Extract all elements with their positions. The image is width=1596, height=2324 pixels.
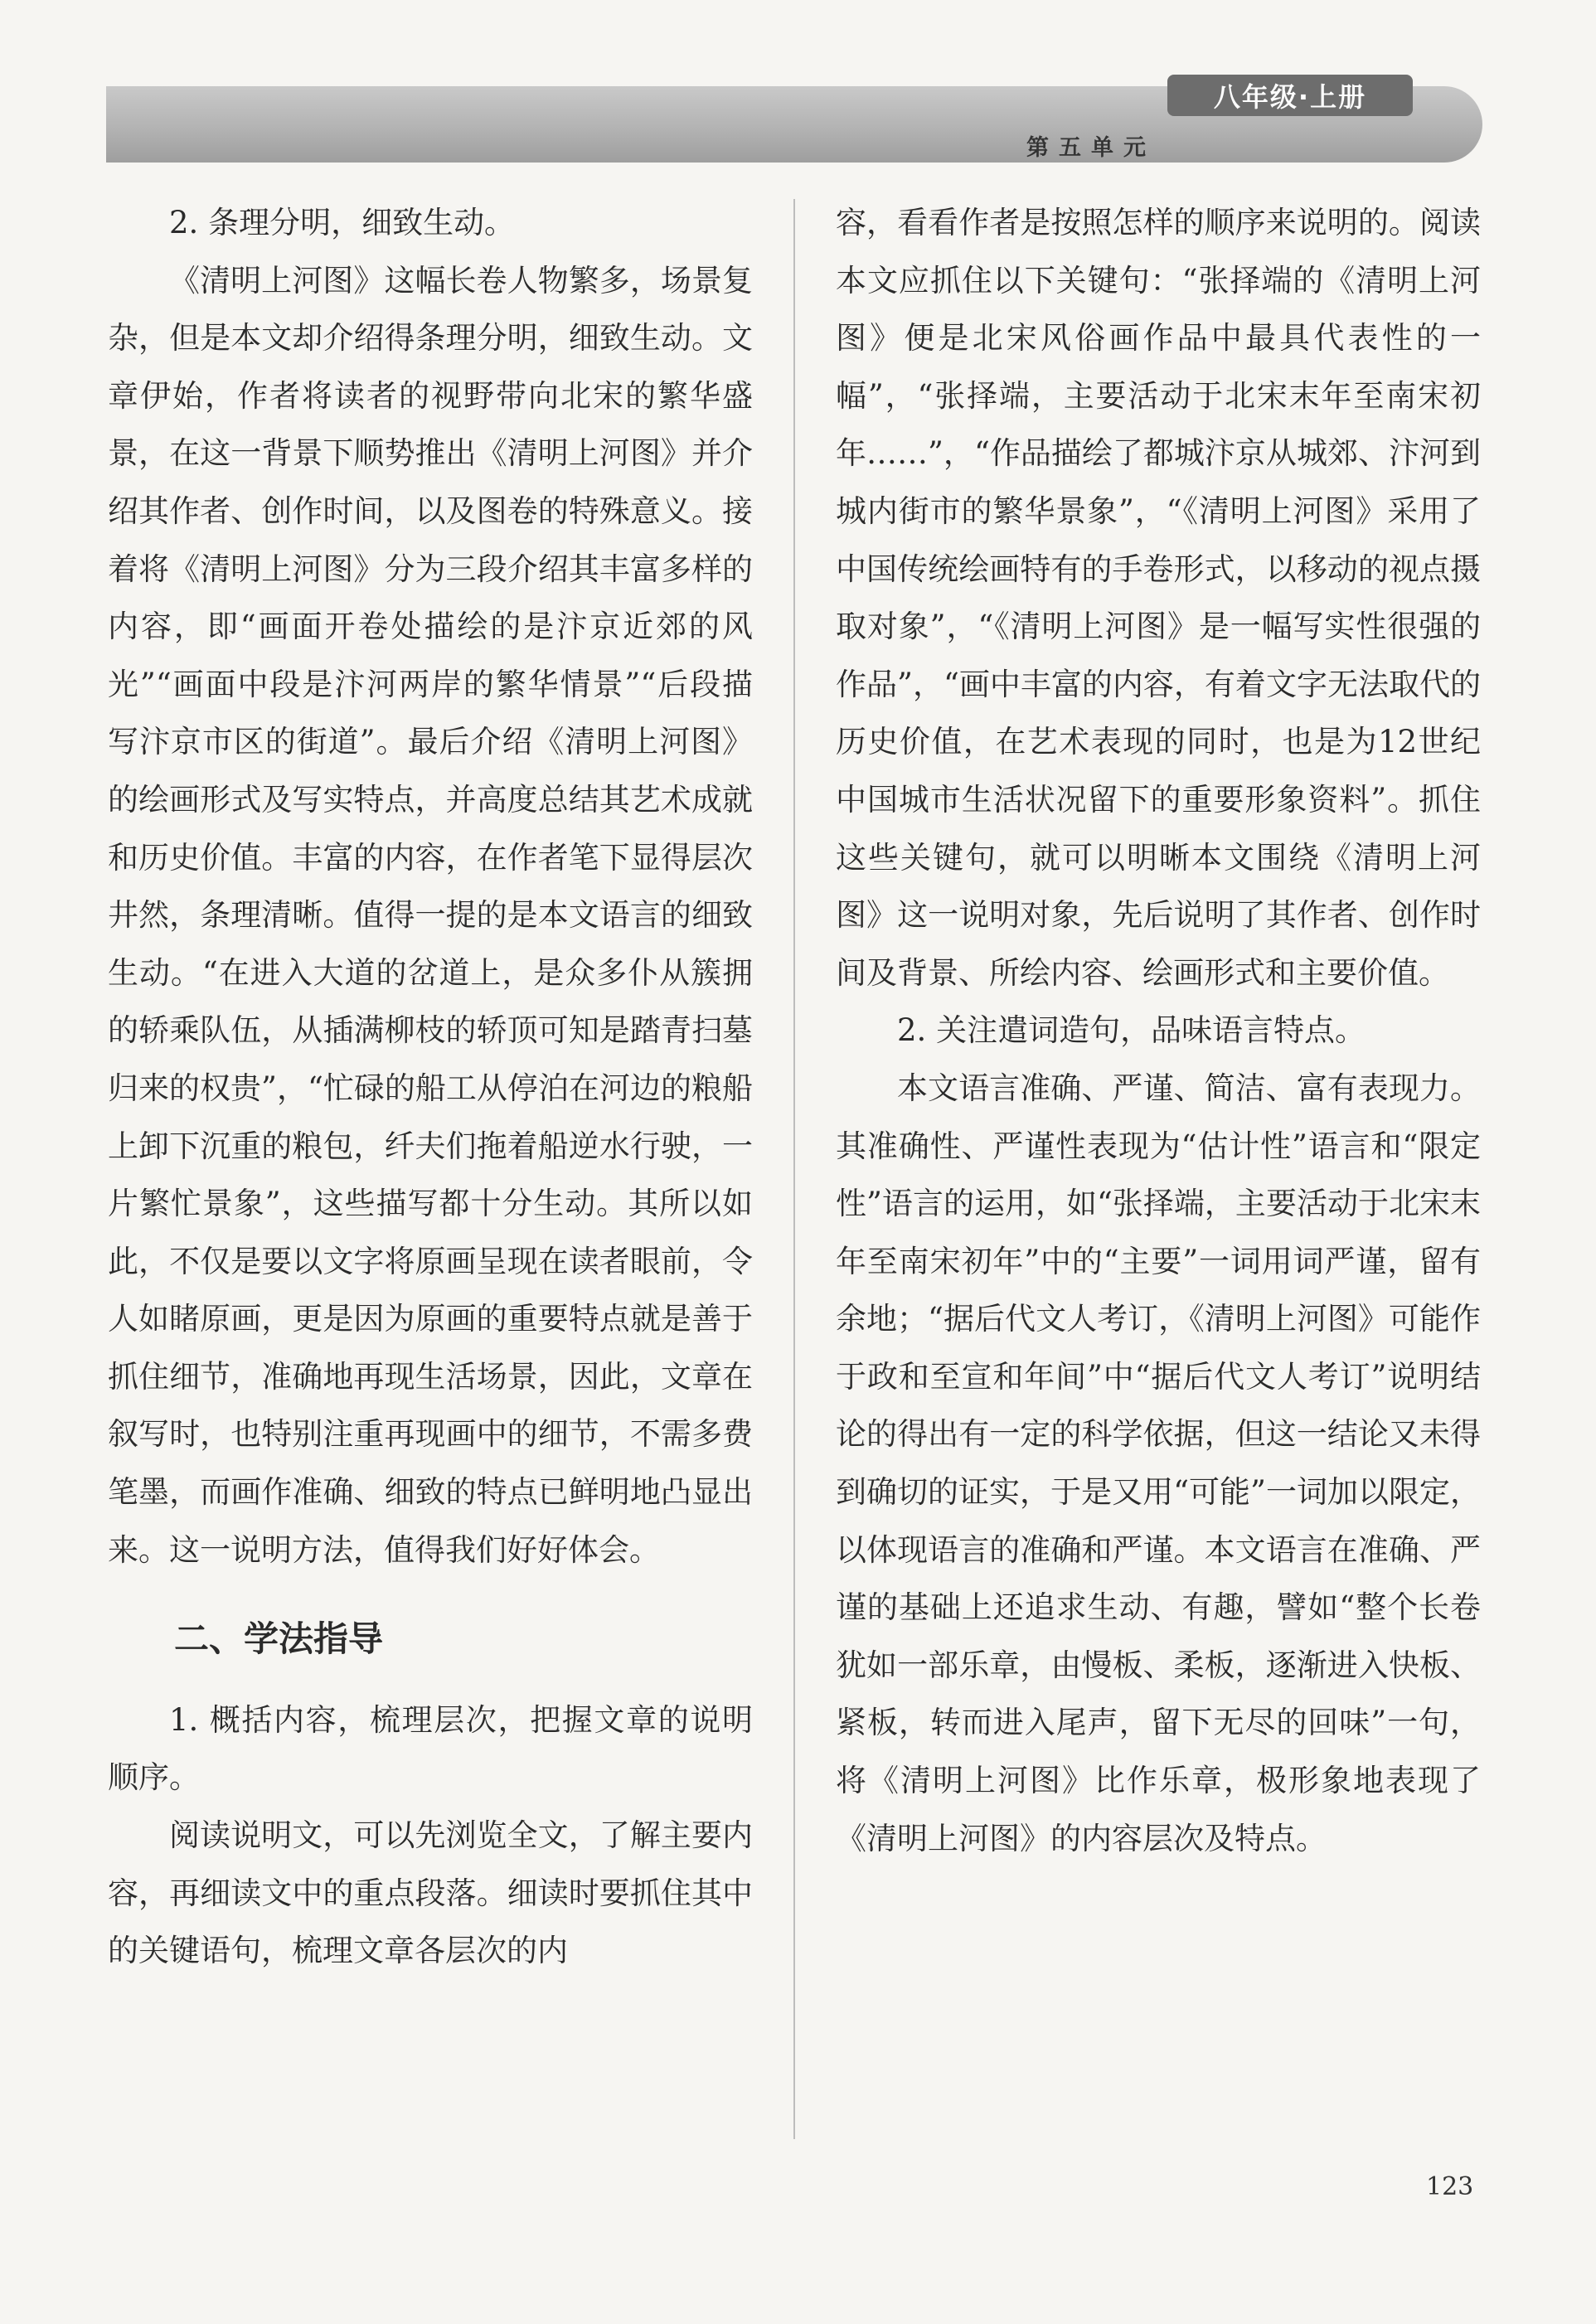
- paragraph-organized-body: 《清明上河图》这幅长卷人物繁多，场景复杂，但是本文却介绍得条理分明，细致生动。文章伊始，作者将读者的视野带向北宋的繁华盛景，在这一背景下顺势推出《清明上河图》并介绍其作者、创作时间，以及图卷的特殊意义。接着将《清明上河图》分为三段介绍其丰富多样的内容，即“画面开卷处描绘的是汴京近郊的风光”“画面中段是汴河两岸的繁华情景”“后段描写汴京市区的街道”。最后介绍《清明上河图》的绘画形式及写实特点，并高度总结其艺术成就和历史价值。丰富的内容，在作者笔下显得层次井然，条理清晰。值得一提的是本文语言的细致生动。“在进入大道的岔道上，是众多仆从簇拥的轿乘队伍，从插满柳枝的轿顶可知是踏青扫墓归来的权贵”，“忙碌的船工从停泊在河边的粮船上卸下沉重的粮包，纤夫们拖着船逆水行驶，一片繁忙景象”，这些描写都十分生动。其所以如此，不仅是要以文字将原画呈现在读者眼前，令人如睹原画，更是因为原画的重要特点就是善于抓住细节，准确地再现生活场景，因此，文章在叙写时，也特别注重再现画中的细节，不需多费笔墨，而画作准确、细致的特点已鲜明地凸显出来。这一说明方法，值得我们好好体会。: [108, 262, 753, 1568]
- page-number: 123: [1426, 2172, 1474, 2201]
- subheading-organized: 2. 条理分明，细致生动。: [169, 205, 516, 240]
- paragraph-language-features: 本文语言准确、严谨、简洁、富有表现力。其准确性、严谨性表现为“估计性”语言和“限定性”语言的运用，如“张择端，主要活动于北宋末年至南宋初年”中的“主要”一词用词严谨，留有余地；“据后代文人考订，《清明上河图》可能作于政和至宣和年间”中“据后代文人考订”说明结论的得出有一定的科学依据，但这一结论又未得到确切的证实，于是又用“可能”一词加以限定，以体现语言的准确和严谨。本文语言在准确、严谨的基础上还追求生动、有趣，譬如“整个长卷犹如一部乐章，由慢板、柔板，逐渐进入快板、紧板，转而进入尾声，留下无尽的回味”一句，将《清明上河图》比作乐章，极形象地表现了《清明上河图》的内容层次及特点。: [836, 1070, 1481, 1856]
- left-column: [108, 194, 753, 1980]
- grade-label: 八年级·上册: [1167, 75, 1413, 116]
- unit-label: 第五单元: [1026, 135, 1156, 161]
- paragraph-reading-method: 阅读说明文，可以先浏览全文，了解主要内容，再细读文中的重点段落。细读时要抓住其中的关键语句，梳理文章各层次的内: [108, 1817, 753, 1969]
- paragraph-key-sentences: 容，看看作者是按照怎样的顺序来说明的。阅读本文应抓住以下关键句：“张择端的《清明上河图》便是北宋风俗画作品中最具代表性的一幅”，“张择端，主要活动于北宋末年至南宋初年……”，“作品描绘了都城汴京从城郊、汴河到城内街市的繁华景象”，“《清明上河图》采用了中国传统绘画特有的手卷形式，以移动的视点摄取对象”，“《清明上河图》是一幅写实性很强的作品”，“画中丰富的内容，有着文字无法取代的历史价值，在艺术表现的同时，也是为12世纪中国城市生活状况留下的重要形象资料”。抓住这些关键句，就可以明晰本文围绕《清明上河图》这一说明对象，先后说明了其作者、创作时间及背景、所绘内容、绘画形式和主要价值。: [836, 205, 1481, 991]
- column-divider: [793, 199, 795, 2139]
- section-heading-study-guide: 二、学法指导: [174, 1618, 384, 1660]
- subheading-summarize: 1. 概括内容，梳理层次，把握文章的说明顺序。: [108, 1701, 753, 1796]
- right-column: [836, 194, 1481, 1867]
- subheading-word-choice: 2. 关注遣词造句，品味语言特点。: [897, 1012, 1366, 1049]
